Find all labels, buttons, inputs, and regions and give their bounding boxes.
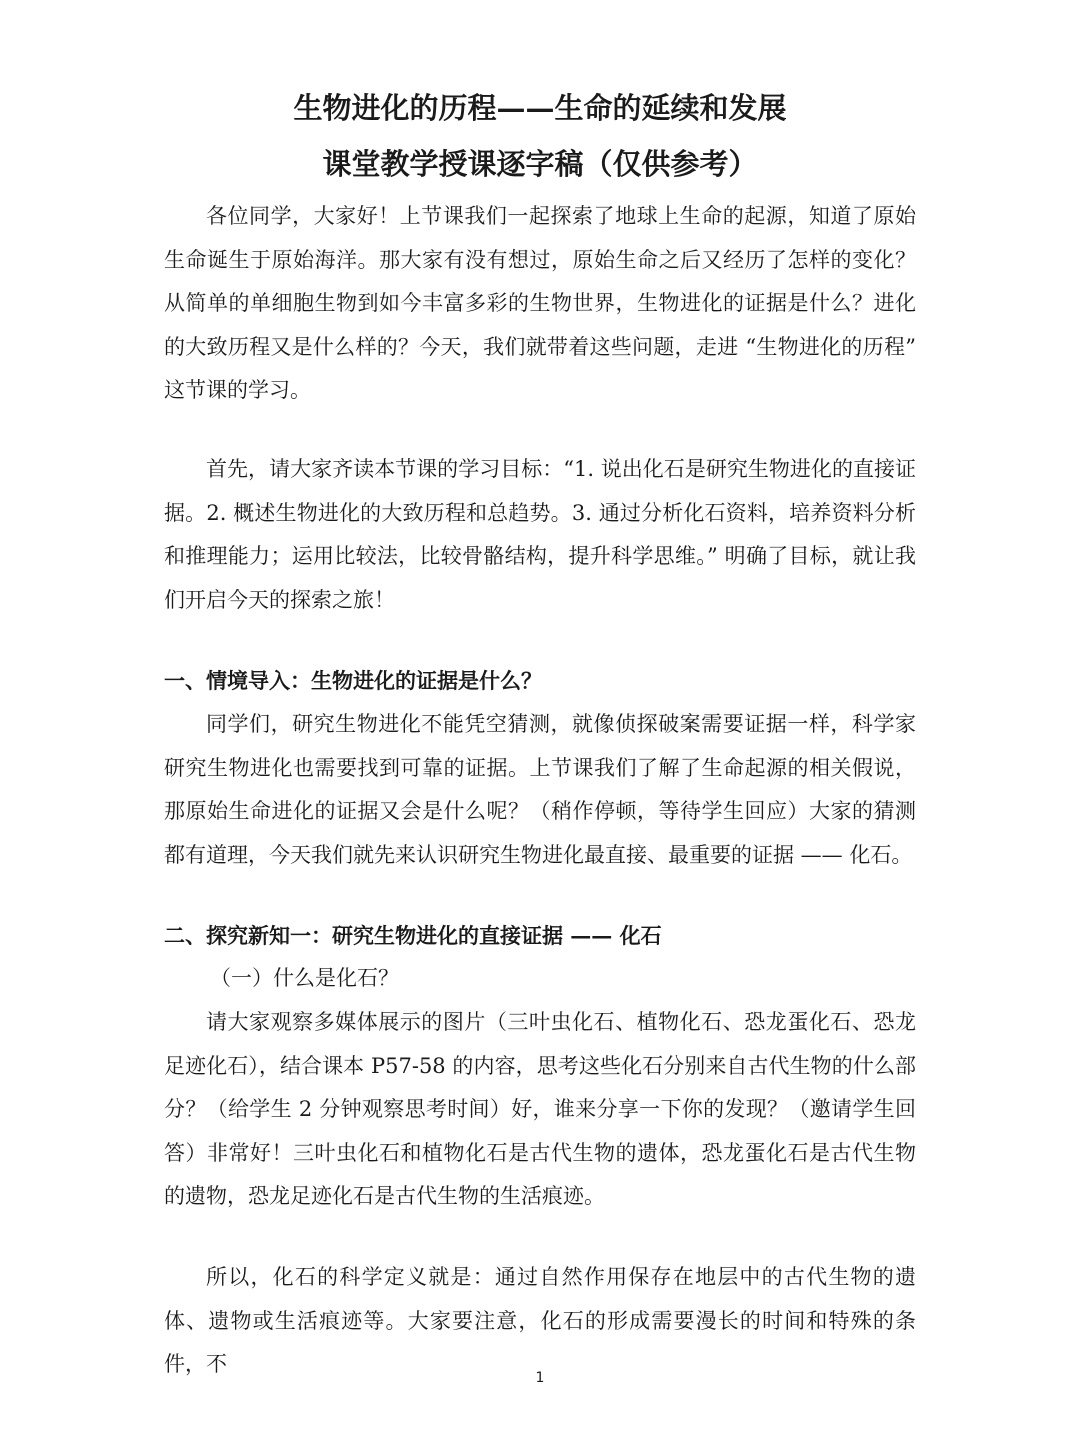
situation-intro-paragraph: 同学们，研究生物进化不能凭空猜测，就像侦探破案需要证据一样，科学家研究生物进化也需要找到可靠的证据。上节课我们了解了生命起源的相关假说，那原始生命进化的证据又会是什么呢？（稍作停顿，等待学生回应）大家的猜测都有道理，今天我们就先来认识研究生物进化最直接、最重要的证据 —— 化石。: [164, 712, 916, 867]
subsection-heading-1: （一）什么是化石？: [210, 966, 399, 990]
document-subtitle: 课堂教学授课逐字稿（仅供参考）: [322, 147, 758, 181]
section-heading-2: 二、探究新知一：研究生物进化的直接证据 —— 化石: [164, 923, 662, 948]
fossil-observation-paragraph: 请大家观察多媒体展示的图片（三叶虫化石、植物化石、恐龙蛋化石、恐龙足迹化石），结合课本 P57-58 的内容，思考这些化石分别来自古代生物的什么部分？（给学生 2 分钟观察思考时间）好，谁来分享一下你的发现？（邀请学生回答）非常好！三叶虫化石和植物化石是古代生物的遗体，恐龙蛋化石是古代生物的遗物，恐龙足迹化石是古代生物的生活痕迹。: [164, 1010, 916, 1208]
intro-paragraph: 各位同学，大家好！上节课我们一起探索了地球上生命的起源，知道了原始生命诞生于原始海洋。那大家有没有想过，原始生命之后又经历了怎样的变化？从简单的单细胞生物到如今丰富多彩的生物世界，生物进化的证据是什么？进化的大致历程又是什么样的？今天，我们就带着这些问题，走进 “生物进化的历程” 这节课的学习。: [164, 204, 916, 402]
page-number: 1: [535, 1370, 545, 1386]
learning-goals-paragraph: 首先，请大家齐读本节课的学习目标：“1. 说出化石是研究生物进化的直接证据。2. 概述生物进化的大致历程和总趋势。3. 通过分析化石资料，培养资料分析和推理能力；运用比较法，比较骨骼结构，提升科学思维。” 明确了目标，就让我们开启今天的探索之旅！: [164, 457, 916, 612]
document-title: 生物进化的历程——生命的延续和发展: [293, 91, 787, 125]
fossil-definition-paragraph: 所以，化石的科学定义就是：通过自然作用保存在地层中的古代生物的遗体、遗物或生活痕迹等。大家要注意，化石的形成需要漫长的时间和特殊的条件，不: [164, 1265, 916, 1376]
section-heading-1: 一、情境导入：生物进化的证据是什么？: [164, 668, 542, 693]
